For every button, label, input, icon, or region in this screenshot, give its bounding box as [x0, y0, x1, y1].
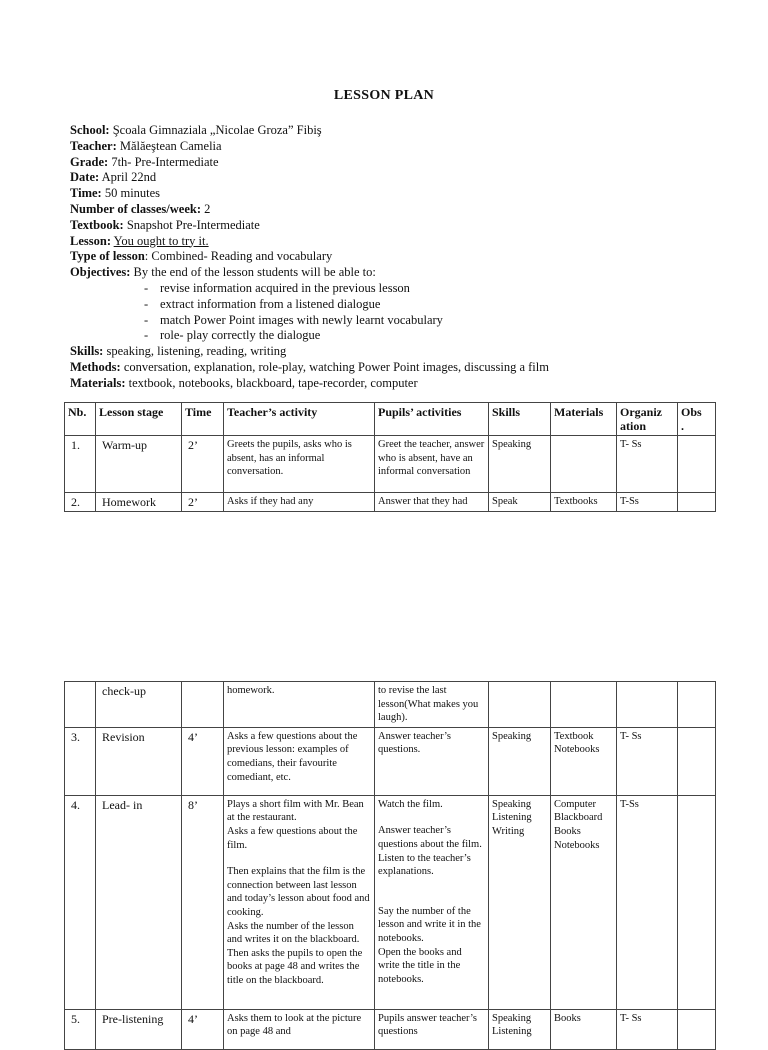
lesson-line [70, 234, 730, 250]
cell-materials: Textbooks [551, 493, 617, 512]
objectives-label: Objectives: [70, 265, 131, 280]
objective-item: - match Power Point images with newly learnt vocabulary [144, 313, 730, 329]
methods-value: conversation, explanation, role-play, watching Power Point images, discussing a film [123, 359, 549, 374]
cell-obs [678, 493, 716, 512]
header-obs: Obs . [678, 403, 716, 436]
textbook-label: Textbook: [70, 217, 124, 232]
objective-item: - role- play correctly the dialogue [144, 328, 730, 344]
table-row [65, 436, 716, 493]
header-stage: Lesson stage [96, 403, 182, 436]
cell-pupils: Greet the teacher, answer who is absent, have an informal conversation [375, 436, 489, 493]
time-label: Time: [70, 186, 102, 201]
type-line [70, 249, 730, 265]
teacher-value: Mălăeştean Camelia [119, 138, 222, 153]
skills-line [70, 344, 730, 360]
cell-materials [551, 682, 617, 728]
objective-item: - extract information from a listened dialogue [144, 297, 730, 313]
cell-nb: 1. [65, 436, 96, 493]
cell-skills: Speaking [489, 727, 551, 795]
lesson-label: Lesson: [70, 233, 111, 248]
cell-time: 4’ [182, 1009, 224, 1049]
cell-organization: T-Ss [617, 795, 678, 1009]
type-label: Type of lesson [70, 249, 145, 264]
lesson-table-page-2 [64, 681, 716, 1050]
skills-label: Skills: [70, 344, 104, 359]
cell-teacher: Asks if they had any [224, 493, 375, 512]
header-pupils: Pupils’ activities [375, 403, 489, 436]
cell-pupils: Watch the film. Answer teacher’s questions about the film. Listen to the teacher’s explanations. Say the number of the lesson and write it in the notebooks. Open the books and write the title in the notebooks. [375, 795, 489, 1009]
cell-nb: 3. [65, 727, 96, 795]
cell-time: 2’ [182, 493, 224, 512]
cell-time [182, 682, 224, 728]
grade-line [70, 155, 730, 171]
cell-pupils: Answer that they had [375, 493, 489, 512]
teacher-label: Teacher: [70, 138, 117, 153]
cell-teacher: Asks a few questions about the previous lesson: examples of comedians, their favourite comediant, etc. [224, 727, 375, 795]
school-value: Şcoala Gimnaziala „Nicolae Groza” Fibiş [112, 123, 322, 137]
classes-line [70, 202, 730, 218]
header-organization: Organiz ation [617, 403, 678, 436]
cell-skills: Speaking Listening [489, 1009, 551, 1049]
cell-organization: T-Ss [617, 493, 678, 512]
cell-obs [678, 727, 716, 795]
lesson-info [70, 123, 730, 392]
school-label: School: [70, 123, 110, 137]
header-time: Time [182, 403, 224, 436]
cell-teacher: Asks them to look at the picture on page 48 and [224, 1009, 375, 1049]
table-row [65, 493, 716, 512]
cell-teacher: homework. [224, 682, 375, 728]
objectives-value: By the end of the lesson students will be able to: [133, 265, 376, 280]
materials-value: textbook, notebooks, blackboard, tape-recorder, computer [128, 375, 418, 390]
methods-line [70, 360, 730, 376]
cell-organization: T- Ss [617, 436, 678, 493]
header-nb: Nb. [65, 403, 96, 436]
lesson-table-page-1 [64, 402, 716, 512]
cell-teacher: Greets the pupils, asks who is absent, has an informal conversation. [224, 436, 375, 493]
cell-obs [678, 682, 716, 728]
classes-label: Number of classes/week: [70, 201, 201, 216]
cell-nb: 4. [65, 795, 96, 1009]
classes-value: 2 [204, 201, 211, 216]
grade-value: 7th- Pre-Intermediate [111, 154, 219, 169]
skills-value: speaking, listening, reading, writing [106, 344, 287, 359]
table-row [65, 1009, 716, 1049]
cell-organization [617, 682, 678, 728]
cell-organization: T- Ss [617, 1009, 678, 1049]
page-title: LESSON PLAN [333, 88, 435, 103]
cell-skills: Speaking Listening Writing [489, 795, 551, 1009]
type-value: : Combined- Reading and vocabulary [144, 249, 333, 264]
cell-time: 2’ [182, 436, 224, 493]
cell-skills [489, 682, 551, 728]
cell-pupils: to revise the last lesson(What makes you laugh). [375, 682, 489, 728]
materials-line [70, 376, 730, 392]
header-materials: Materials [551, 403, 617, 436]
teacher-line [70, 139, 730, 155]
cell-pupils: Answer teacher’s questions. [375, 727, 489, 795]
materials-label: Materials: [70, 375, 126, 390]
time-value: 50 minutes [104, 186, 161, 201]
objectives-list [70, 281, 730, 344]
cell-time: 4’ [182, 727, 224, 795]
cell-obs [678, 1009, 716, 1049]
cell-pupils: Pupils answer teacher’s questions [375, 1009, 489, 1049]
cell-stage: Homework [96, 493, 182, 512]
cell-time: 8’ [182, 795, 224, 1009]
textbook-line [70, 218, 730, 234]
table-row [65, 727, 716, 795]
cell-materials: Textbook Notebooks [551, 727, 617, 795]
cell-obs [678, 436, 716, 493]
time-line [70, 186, 730, 202]
cell-materials: Computer Blackboard Books Notebooks [551, 795, 617, 1009]
cell-stage: Warm-up [96, 436, 182, 493]
date-label: Date: [70, 170, 100, 185]
date-value: April 22nd [101, 170, 157, 185]
lesson-value: You ought to try it. [113, 233, 209, 248]
cell-obs [678, 795, 716, 1009]
cell-stage: Pre-listening [96, 1009, 182, 1049]
methods-label: Methods: [70, 359, 121, 374]
header-skills: Skills [489, 403, 551, 436]
cell-teacher: Plays a short film with Mr. Bean at the restaurant. Asks a few questions about the film. Then explains that the film is the connection between last lesson and today’s lesson about food and cooking. Asks the number of the lesson and writes it on the blackboard. Then asks the pupils to open the books at page 48 and writes the title on the blackboard. [224, 795, 375, 1009]
table-row [65, 682, 716, 728]
cell-organization: T- Ss [617, 727, 678, 795]
cell-nb: 2. [65, 493, 96, 512]
cell-stage: check-up [96, 682, 182, 728]
cell-stage: Revision [96, 727, 182, 795]
cell-nb [65, 682, 96, 728]
date-line [70, 170, 730, 186]
cell-materials: Books [551, 1009, 617, 1049]
textbook-value: Snapshot Pre-Intermediate [126, 217, 260, 232]
table-row [65, 795, 716, 1009]
cell-skills: Speaking [489, 436, 551, 493]
objectives-line [70, 265, 730, 281]
school-line [70, 123, 730, 139]
table-header-row [65, 403, 716, 436]
header-teacher: Teacher’s activity [224, 403, 375, 436]
objective-item: - revise information acquired in the previous lesson [144, 281, 730, 297]
cell-skills: Speak [489, 493, 551, 512]
cell-stage: Lead- in [96, 795, 182, 1009]
grade-label: Grade: [70, 154, 109, 169]
cell-materials [551, 436, 617, 493]
cell-nb: 5. [65, 1009, 96, 1049]
